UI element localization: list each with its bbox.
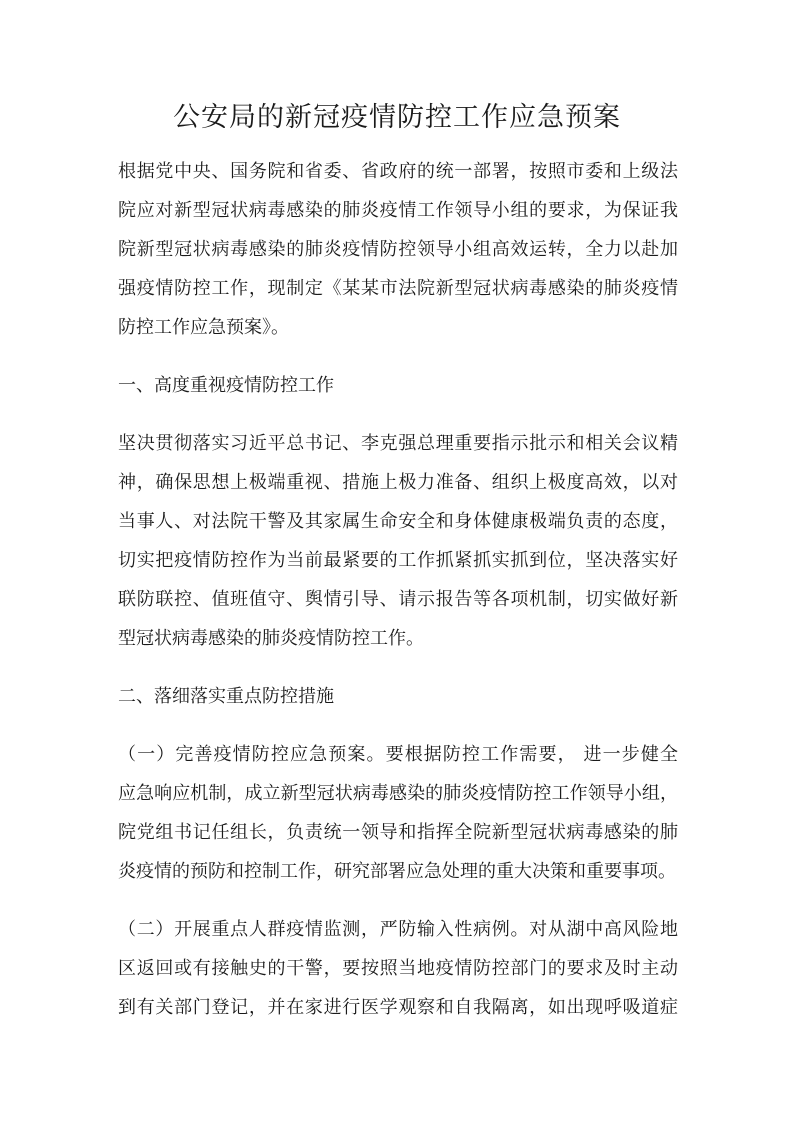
intro-line: 院应对新型冠状病毒感染的肺炎疫情工作领导小组的要求，为保证我: [118, 200, 678, 221]
section-1-line: 联防联控、值班值守、舆情引导、请示报告等各项机制，切实做好新: [118, 589, 678, 610]
section-1-paragraph: [118, 424, 678, 658]
intro-paragraph: [118, 152, 678, 347]
section-2-item-1-paragraph: [118, 735, 678, 891]
section-2-item-1-line: 炎疫情的预防和控制工作，研究部署应急处理的重大决策和重要事项。: [118, 861, 676, 882]
section-heading-1: 一、高度重视疫情防控工作: [118, 375, 334, 396]
section-2-item-2-line: 到有关部门登记，并在家进行医学观察和自我隔离，如出现呼吸道症: [118, 997, 678, 1018]
section-2-item-2-line: （二）开展重点人群疫情监测，严防输入性病例。对从湖中高风险地: [118, 919, 678, 940]
section-2-item-1-line: 应急响应机制，成立新型冠状病毒感染的肺炎疫情防控工作领导小组，: [118, 783, 678, 804]
section-1-line: 当事人、对法院干警及其家属生命安全和身体健康极端负责的态度，: [118, 511, 678, 532]
intro-line: 院新型冠状病毒感染的肺炎疫情防控领导小组高效运转，全力以赴加: [118, 239, 678, 260]
section-heading-2: 二、落细落实重点防控措施: [118, 686, 334, 707]
section-1-line: 坚决贯彻落实习近平总书记、李克强总理重要指示批示和相关会议精: [118, 433, 678, 454]
section-1-line: 神，确保思想上极端重视、措施上极力准备、组织上极度高效，以对: [118, 472, 678, 493]
document-body: [118, 152, 678, 1046]
section-1-line: 型冠状病毒感染的肺炎疫情防控工作。: [118, 628, 424, 649]
section-1-line: 切实把疫情防控作为当前最紧要的工作抓紧抓实抓到位，坚决落实好: [118, 550, 678, 571]
section-2-item-1-line: （一）完善疫情防控应急预案。要根据防控工作需要， 进一步健全: [118, 744, 678, 765]
intro-line: 根据党中央、国务院和省委、省政府的统一部署，按照市委和上级法: [118, 161, 678, 182]
section-2-item-2-line: 区返回或有接触史的干警，要按照当地疫情防控部门的要求及时主动: [118, 958, 678, 979]
section-2-item-1-line: 院党组书记任组长，负责统一领导和指挥全院新型冠状病毒感染的肺: [118, 822, 678, 843]
intro-line: 强疫情防控工作，现制定《某某市法院新型冠状病毒感染的肺炎疫情: [118, 278, 678, 299]
document-title: 公安局的新冠疫情防控工作应急预案: [173, 102, 621, 133]
section-2-item-2-paragraph: [118, 910, 678, 1027]
intro-line: 防控工作应急预案》。: [118, 317, 289, 338]
